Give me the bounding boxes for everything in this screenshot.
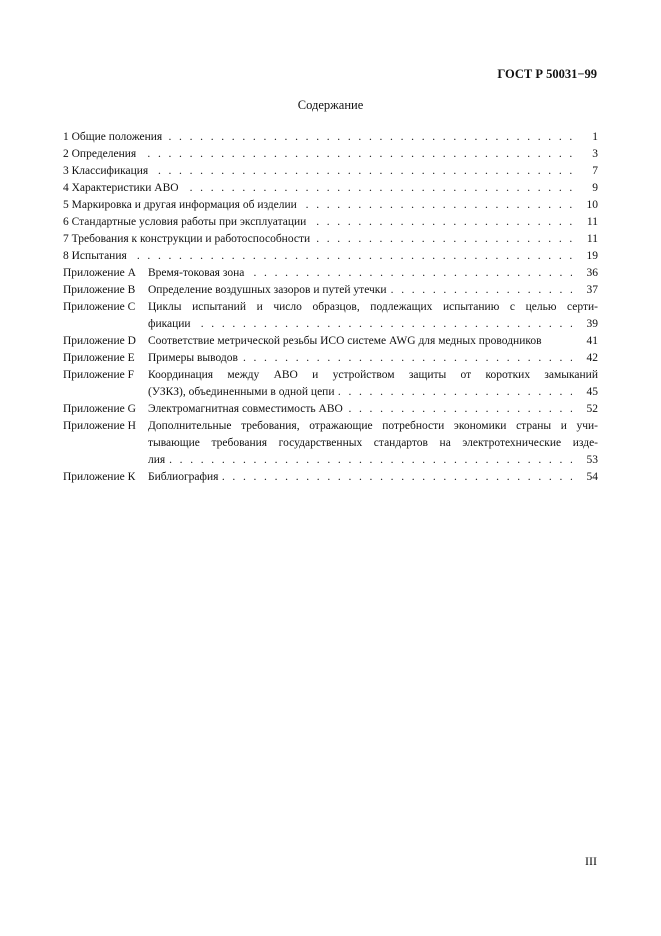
appendix-label: Приложение F [63, 369, 134, 381]
appendix-title: Электромагнитная совместимость АВО [148, 403, 346, 415]
appendix-label: Приложение К [63, 471, 136, 483]
appendix-entry-f[interactable] [63, 367, 598, 401]
appendix-title: Время-токовая зона [148, 267, 247, 279]
toc-entry[interactable] [63, 163, 598, 180]
toc-entry[interactable] [63, 197, 598, 214]
toc-entry-title: 2 Определения [63, 148, 139, 160]
toc-entry-page: 45 [583, 384, 599, 401]
toc-entry[interactable] [63, 214, 598, 231]
appendix-title-line: фикации [148, 318, 194, 330]
table-of-contents [63, 129, 598, 486]
appendix-entry-k[interactable] [63, 469, 598, 486]
appendix-entry-a[interactable] [63, 265, 598, 282]
toc-entry-page: 53 [583, 452, 599, 469]
toc-entry-page: 36 [583, 265, 599, 282]
toc-entry[interactable] [63, 129, 598, 146]
toc-entry-page: 11 [583, 231, 598, 248]
page-number: III [585, 854, 597, 868]
toc-entry-page: 54 [583, 469, 599, 486]
appendix-title-line: тывающие требования государственных стандартов на электротехнические изде- [148, 437, 598, 449]
toc-entry-title: 5 Маркировка и другая информация об изделии [63, 199, 300, 211]
appendix-label: Приложение С [63, 301, 136, 313]
toc-entry-title: 4 Характеристики АВО [63, 182, 182, 194]
appendix-title: Определение воздушных зазоров и путей утечки [148, 284, 390, 296]
appendix-label: Приложение А [63, 267, 136, 279]
toc-entry[interactable] [63, 180, 598, 197]
appendix-title: Библиография [148, 471, 221, 483]
toc-entry-page: 7 [588, 163, 598, 180]
toc-entry-page: 39 [583, 316, 599, 333]
appendix-label: Приложение Е [63, 352, 135, 364]
appendix-title: Примеры выводов [148, 352, 241, 364]
toc-entry-title: 6 Стандартные условия работы при эксплуатации [63, 216, 309, 228]
appendix-entry-g[interactable] [63, 401, 598, 418]
toc-entry-page: 3 [588, 146, 598, 163]
toc-entry-title: 8 Испытания [63, 250, 130, 262]
appendix-label: Приложение Н [63, 420, 136, 432]
appendix-entry-d[interactable] [63, 333, 598, 350]
toc-entry[interactable] [63, 231, 598, 248]
appendix-entry-c[interactable] [63, 299, 598, 333]
toc-entry-title: 3 Классификация [63, 165, 151, 177]
toc-entry-page: 11 [583, 214, 598, 231]
toc-entry-page: 37 [583, 282, 599, 299]
appendix-label: Приложение G [63, 403, 136, 415]
appendix-title: Соответствие метрической резьбы ИСО системе AWG для медных проводников [148, 335, 542, 347]
appendix-label: Приложение D [63, 335, 136, 347]
appendix-label: Приложение В [63, 284, 136, 296]
toc-entry-title: 1 Общие положения [63, 131, 165, 143]
toc-entry-page: 41 [583, 333, 599, 350]
toc-entry-page: 1 [588, 129, 598, 146]
toc-entry-page: 10 [583, 197, 599, 214]
toc-entry-page: 9 [588, 180, 598, 197]
appendix-entry-b[interactable] [63, 282, 598, 299]
toc-entry-page: 19 [583, 248, 599, 265]
toc-entry[interactable] [63, 146, 598, 163]
appendix-title-line: Координация между АВО и устройством защиты от коротких замыканий [148, 369, 598, 381]
toc-entry-page: 52 [583, 401, 599, 418]
toc-entry[interactable] [63, 248, 598, 265]
toc-entry-page: 42 [583, 350, 599, 367]
appendix-title-line: лия [148, 454, 168, 466]
appendix-title-line: (УЗКЗ), объединенными в одной цепи [148, 386, 338, 398]
appendix-entry-e[interactable] [63, 350, 598, 367]
document-code: ГОСТ Р 50031−99 [497, 67, 597, 81]
page-title: Содержание [297, 98, 364, 112]
appendix-entry-h[interactable] [63, 418, 598, 469]
toc-entry-title: 7 Требования к конструкции и работоспособности [63, 233, 313, 245]
appendix-title-line: Дополнительные требования, отражающие потребности экономики страны и учи- [148, 420, 598, 432]
appendix-title-line: Циклы испытаний и число образцов, подлежащих испытанию с целью серти- [148, 301, 598, 313]
